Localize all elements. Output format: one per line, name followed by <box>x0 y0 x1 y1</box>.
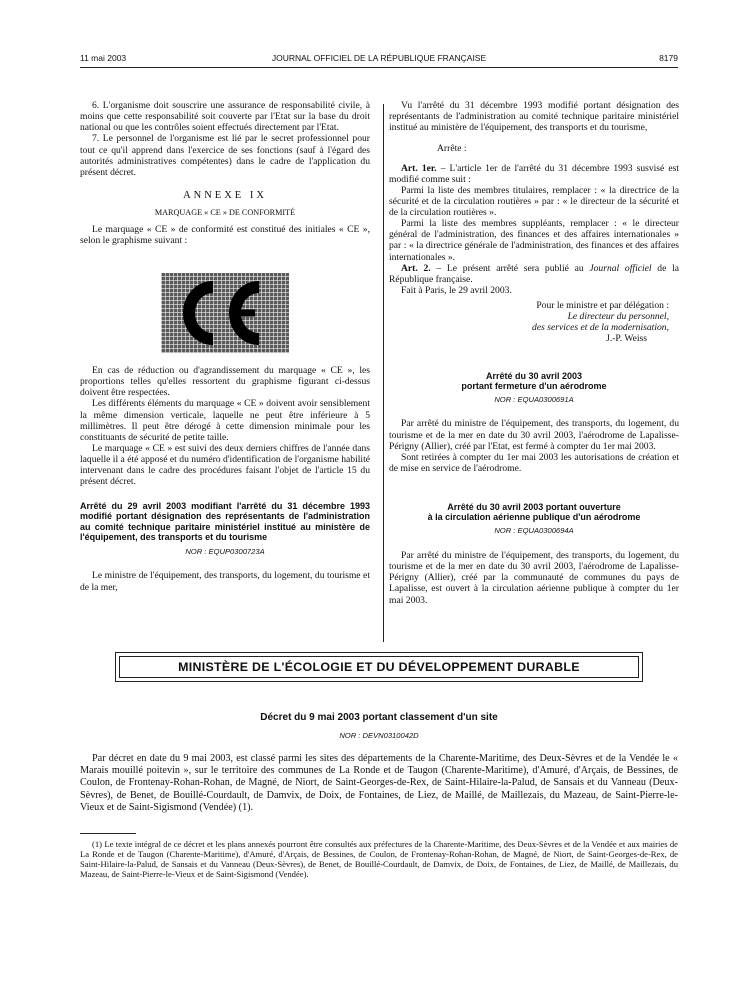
annexe-subtitle: MARQUAGE « CE » DE CONFORMITÉ <box>154 208 296 218</box>
ministry-banner <box>115 652 643 682</box>
left-column-continued <box>80 365 370 593</box>
titulaires-paragraph: Parmi la liste des membres titulaires, remplacer : « la directrice de la sécurité et de la circulation routières » par : « le directeur de la sécurité et de la circulation routières ». <box>389 184 679 218</box>
arrete-word: Arrête : <box>437 143 467 155</box>
suivi-paragraph: Le marquage « CE » est suivi des deux derniers chiffres de l'année dans laquelle il a été apposé et du numéro d'identification de l'organisme habilité intervenant dans le cadre des procédures faisant l'objet de l'article 15 du présent décret. <box>80 442 370 488</box>
decret-footnote: (1) Le texte intégral de ce décret et les plans annexés pourront être consultés aux préfectures de la Charente-Maritime, des Deux-Sèvres et de la Vendée et aux mairies de La Ronde et de Taugon (Charente-Maritime), d'Amuré, d'Arçais, de Bessines, de Coulon, de Frontenay-Rohan-Rohan, de Magné, de Niort, de Saint-Georges-de-Rex, de Saint-Hilaire-la-Palud, de Sansais et du Vanneau (Deux-Sèvres), de Benet, de Bouillé-Courdault, de Damvix, de Doix, de Fontaines, de Liez, de Maillé, de Maillezais, du Mazeau, de Saint-Pierre-le-Vieux et de Saint-Sigismond (Vendée). <box>80 839 678 879</box>
signature-line-1: Pour le ministre et par délégation : <box>536 300 669 311</box>
column-divider <box>383 104 384 642</box>
header-rule <box>80 67 678 68</box>
page-number: 8179 <box>659 53 678 63</box>
left-column <box>80 100 370 246</box>
ouverture-nor: NOR : EQUA0300694A <box>494 526 574 536</box>
arrete-29-intro: Le ministre de l'équipement, des transports, du logement, du tourisme et de la mer, <box>80 570 370 593</box>
decret-body: Par décret en date du 9 mai 2003, est classé parmi les sites des départements de la Charente-Maritime, des Deux-Sèvres et de la Vendée le « Marais mouillé poitevin », sur le territoire des communes de La Ronde et de Taugon (Charente-Maritime), d'Amuré, d'Arçais, de Bessines, de Coulon, de Frontenay-Rohan-Rohan, de Magné, de Niort, de Saint-Georges-de-Rex, de Saint-Hilaire-la-Palud, de Sansais et du Vanneau (Deux-Sèvres), de Benet, de Bouillé-Courdault, de Damvix, de Doix, de Fontaines, de Liez, de Maillé, de Maillezais, du Mazeau, de Saint-Pierre-le-Vieux et de Saint-Sigismond (Vendée) (1). <box>80 753 678 813</box>
signature-line-2: Le directeur du personnel, <box>567 311 669 323</box>
fermeture-title: Arrêté du 30 avril 2003 portant fermeture d'un aérodrome <box>461 370 607 391</box>
article-1: Art. 1er. – L'article 1er de l'arrêté du 31 décembre 1993 susvisé est modifié comme suit : <box>389 162 679 185</box>
arrete-29-title: Arrêté du 29 avril 2003 modifiant l'arrêté du 31 décembre 1993 modifié portant désignation des représentants de l'administration au comité technique paritaire ministériel institué au ministère de l'équipement, des transports et du tourisme <box>80 501 370 542</box>
signature-line-3: des services et de la modernisation, <box>532 322 669 334</box>
signature-name: J.-P. Weiss <box>606 333 647 345</box>
annexe-title: ANNEXE IX <box>183 189 267 201</box>
elements-paragraph: Les différents éléments du marquage « CE » doivent avoir sensiblement la même dimension verticale, laquelle ne peut être inférieure à 5 millimètres. Il peut être dérogé à cette dimension minimale pour les constituants de sécurité de petite taille. <box>80 398 370 443</box>
running-header <box>80 54 678 66</box>
signature-block <box>389 300 679 345</box>
ouverture-paragraph-1: Par arrêté du ministre de l'équipement, des transports, du logement, du tourisme et de la mer en date du 30 avril 2003, l'aérodrome de Lapalisse-Périgny (Allier), créé par la communauté de communes du pays de Lapalisse, est ouvert à la circulation aérienne publique à compter du 1er mai 2003. <box>389 550 679 606</box>
ce-marking-logo <box>161 273 289 353</box>
journal-title: JOURNAL OFFICIEL DE LA RÉPUBLIQUE FRANÇAISE <box>271 53 487 63</box>
footnote-rule <box>80 833 136 834</box>
reduction-paragraph: En cas de réduction ou d'agrandissement du marquage « CE », les proportions telles qu'elles ressortent du graphisme figurant ci-dessus doivent être respectées. <box>80 365 370 399</box>
paragraph-6: 6. L'organisme doit souscrire une assurance de responsabilité civile, à moins que cette responsabilité soit couverte par l'Etat sur la base du droit national ou que les contrôles soient effectués directement par l'Etat. <box>80 100 370 134</box>
fait-a-paris: Fait à Paris, le 29 avril 2003. <box>401 284 512 296</box>
ouverture-title: Arrêté du 30 avril 2003 portant ouverture à la circulation aérienne publique d'un aérodrome <box>427 502 641 523</box>
right-column <box>389 100 679 606</box>
fermeture-paragraph-1: Par arrêté du ministre de l'équipement, des transports, du logement, du tourisme et de la mer en date du 30 avril 2003, l'aérodrome de Lapalisse-Périgny (Allier), créé par l'Etat, est fermé à compter du 1er mai 2003. <box>389 418 679 452</box>
article-2: Art. 2. – Le présent arrêté sera publié au Journal officiel de la République française. <box>389 262 679 285</box>
paragraph-7: 7. Le personnel de l'organisme est lié par le secret professionnel pour tout ce qu'il apprend dans l'exercice de ses fonctions (sauf à l'égard des autorités administratives compétentes) dans le cadre de l'application du présent décret. <box>80 133 370 178</box>
fermeture-paragraph-2: Sont retirées à compter du 1er mai 2003 les autorisations de création et de mise en service de l'aérodrome. <box>389 451 679 474</box>
fermeture-nor: NOR : EQUA0300691A <box>494 394 574 404</box>
decret-title: Décret du 9 mai 2003 portant classement d'un site <box>260 712 498 723</box>
decret-nor: NOR : DEVN0310042D <box>339 731 419 740</box>
arrete-29-nor: NOR : EQUP0300723A <box>185 546 265 556</box>
marquage-intro: Le marquage « CE » de conformité est constitué des initiales « CE », selon le graphisme suivant : <box>80 223 370 246</box>
ministry-title: MINISTÈRE DE L'ÉCOLOGIE ET DU DÉVELOPPEMENT DURABLE <box>178 660 580 674</box>
suppleants-paragraph: Parmi la liste des membres suppléants, remplacer : « le directeur général de l'administration, des finances et des affaires internationales » par : « la directrice générale de l'administration, des finances et des affaires internationales ». <box>389 218 679 263</box>
ce-letters-graphic <box>161 273 289 353</box>
header-date: 11 mai 2003 <box>80 53 127 63</box>
vu-paragraph: Vu l'arrêté du 31 décembre 1993 modifié portant désignation des représentants de l'administration au comité technique paritaire ministériel institué au ministère de l'équipement, des transports et du tourisme, <box>389 100 679 134</box>
